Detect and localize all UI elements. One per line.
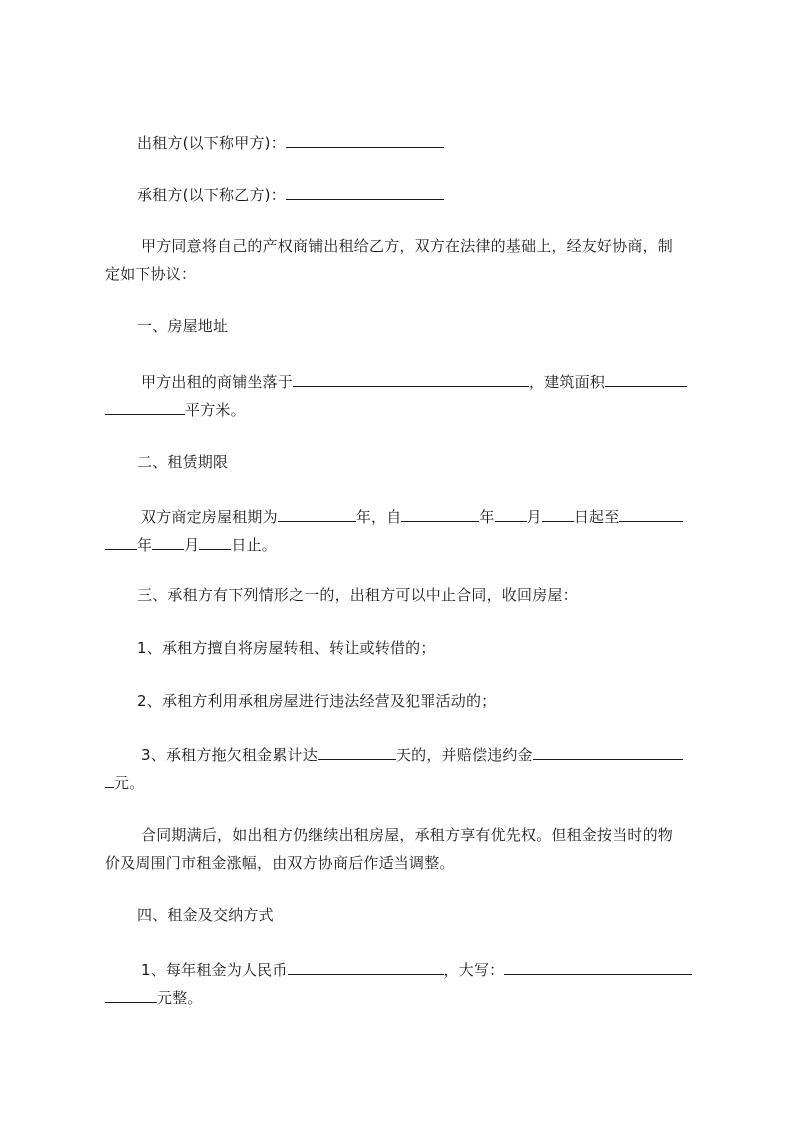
section1-line-2 (105, 398, 246, 421)
penalty-blank-1 (533, 743, 683, 760)
area-blank-2 (105, 398, 185, 415)
renewal-line-1: 合同期满后，如出租方仍继续出租房屋，承租方享有优先权。但租金按当时的物 (141, 826, 674, 844)
section4-item-1-line-2 (105, 986, 203, 1009)
rent-in-words-blank-2 (105, 986, 157, 1003)
rent-in-words-label: ，大写： (443, 961, 505, 979)
term-from-label: 年，自 (355, 508, 402, 526)
section2-line-2 (105, 533, 277, 556)
section1-line-1 (141, 370, 687, 393)
term-years-blank (278, 505, 356, 522)
annual-rent-label: 1、每年租金为人民币 (141, 961, 288, 979)
end-year-label: 年 (137, 536, 153, 554)
end-day-blank (199, 533, 231, 550)
section3-item-2: 2、承租方利用承租房屋进行违法经营及犯罪活动的； (137, 692, 497, 710)
lessee-name-blank (286, 183, 444, 200)
end-month-blank (152, 533, 184, 550)
area-unit: 平方米。 (185, 401, 246, 419)
address-label: 甲方出租的商铺坐落于 (141, 373, 294, 391)
lessee-line (137, 183, 444, 206)
section3-item-3-line-1 (141, 743, 683, 766)
start-month-label: 月 (526, 508, 542, 526)
section3-item-3-line-2 (105, 771, 144, 794)
start-year-blank (401, 505, 479, 522)
arrears-label: 3、承租方拖欠租金累计达 (141, 746, 318, 764)
area-blank-1 (605, 370, 687, 387)
rent-unit: 元整。 (157, 989, 203, 1007)
lessor-line (137, 131, 444, 154)
section3-item-1: 1、承租方擅自将房屋转租、转让或转借的； (137, 639, 436, 657)
section2-title: 二、租赁期限 (137, 453, 229, 471)
section3-title: 三、承租方有下列情形之一的，出租方可以中止合同，收回房屋： (137, 586, 578, 604)
lessee-label: 承租方(以下称乙方)： (137, 186, 286, 204)
end-day-label: 日止。 (231, 536, 278, 554)
section4-title: 四、租金及交纳方式 (137, 906, 274, 924)
arrears-days-blank (318, 743, 396, 760)
intro-line-1: 甲方同意将自己的产权商铺出租给乙方，双方在法律的基础上，经友好协商，制 (141, 237, 674, 255)
rent-in-words-blank-1 (504, 958, 692, 975)
lessor-name-blank (286, 131, 444, 148)
annual-rent-blank (288, 958, 444, 975)
area-label: ，建筑面积 (529, 373, 606, 391)
start-year-label: 年 (479, 508, 495, 526)
renewal-line-2: 价及周围门市租金涨幅，由双方协商后作适当调整。 (105, 854, 455, 872)
end-year-blank-2 (105, 533, 137, 550)
intro-line-2: 定如下协议： (105, 265, 197, 283)
start-month-blank (495, 505, 527, 522)
penalty-label: 天的，并赔偿违约金 (395, 746, 533, 764)
start-day-label: 日起至 (573, 508, 620, 526)
start-day-blank (542, 505, 574, 522)
term-label: 双方商定房屋租期为 (141, 508, 278, 526)
section4-item-1-line-1 (141, 958, 692, 981)
penalty-unit: 元。 (114, 774, 145, 792)
section2-line-1 (141, 505, 683, 528)
end-month-label: 月 (184, 536, 200, 554)
penalty-blank-2 (105, 771, 114, 788)
end-year-blank-1 (619, 505, 683, 522)
section1-title: 一、房屋地址 (137, 317, 229, 335)
lessor-label: 出租方(以下称甲方)： (137, 134, 286, 152)
address-blank (293, 370, 529, 387)
